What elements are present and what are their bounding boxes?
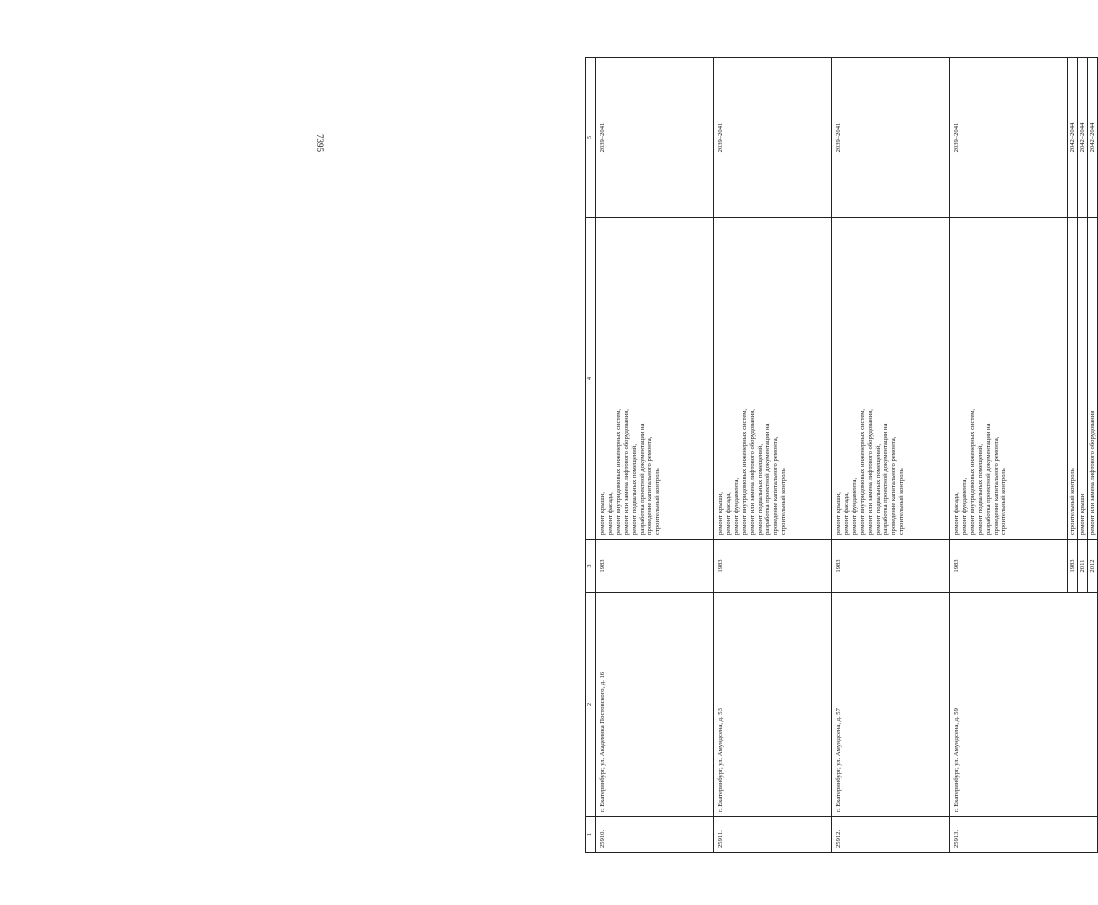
work-item: ремонт фундамента, (850, 477, 858, 535)
table-row (950, 58, 1068, 853)
row-works (950, 218, 1068, 540)
work-item: ремонт подвальных помещений, (630, 444, 638, 535)
row-works (832, 218, 950, 540)
row-period: 2039–2041 (714, 58, 832, 218)
row-year: 1983 (950, 540, 1068, 593)
row-year: 1983 (832, 540, 950, 593)
work-item: ремонт или замена лифтового оборудования, (866, 409, 874, 535)
work-item: проведение капитального ремонта, (646, 436, 654, 535)
document-table-rotated (585, 58, 1096, 853)
col-header-2: 2 (586, 593, 596, 817)
page-number: 7395 (315, 134, 325, 152)
sub-row-period: 2042–2044 (1068, 58, 1078, 218)
work-item: строительный контроль (654, 468, 662, 535)
row-address: г. Екатеринбург, ул. Амундсена, д. 57 (832, 593, 950, 817)
capital-repair-table (585, 57, 1098, 853)
work-item: строительный контроль (1000, 468, 1008, 535)
row-number: 25913. (950, 817, 1098, 853)
table-row (596, 58, 714, 853)
work-item: строительный контроль (898, 468, 906, 535)
sub-row-year: 2012 (1088, 540, 1098, 593)
work-item: разработка проектной документации на (764, 423, 772, 535)
work-item: ремонт крыши, (835, 492, 842, 535)
col-header-1: 1 (586, 817, 596, 853)
column-number-row (586, 58, 596, 853)
work-item: проведение капитального ремонта, (890, 436, 898, 535)
sub-row-year: 2011 (1078, 540, 1088, 593)
row-address: г. Екатеринбург, ул. Амундсена, д. 59 (950, 593, 1098, 817)
work-item: ремонт или замена лифтового оборудования, (748, 409, 756, 535)
work-item: ремонт фасада, (842, 492, 850, 535)
sub-row-period: 2042–2044 (1088, 58, 1098, 218)
row-address: г. Екатеринбург, ул. Академика Постовского, д. 16 (596, 593, 714, 817)
row-period: 2039–2041 (832, 58, 950, 218)
sub-row-period: 2042–2044 (1078, 58, 1088, 218)
work-item: ремонт фундамента, (732, 477, 740, 535)
row-works (596, 218, 714, 540)
sub-row-year: 1983 (1068, 540, 1078, 593)
row-year: 1983 (714, 540, 832, 593)
work-item: ремонт крыши, (717, 492, 724, 535)
work-item: ремонт подвальных помещений, (756, 444, 764, 535)
row-year: 1983 (596, 540, 714, 593)
sub-row-work: строительный контроль (1068, 218, 1078, 540)
work-item: ремонт или замена лифтового оборудования, (622, 409, 630, 535)
work-item: ремонт подвальных помещений, (874, 444, 882, 535)
work-item: ремонт внутридомовых инженерных систем, (968, 408, 976, 535)
row-period: 2039–2041 (596, 58, 714, 218)
work-item: ремонт фасада, (606, 492, 614, 535)
row-number: 25912. (832, 817, 950, 853)
work-item: разработка проектной документации на (984, 423, 992, 535)
sub-row-work: ремонт или замена лифтового оборудования (1088, 218, 1098, 540)
table-row (832, 58, 950, 853)
work-item: проведение капитального ремонта, (992, 436, 1000, 535)
work-item: проведение капитального ремонта, (772, 436, 780, 535)
work-item: ремонт внутридомовых инженерных систем, (740, 408, 748, 535)
work-item: ремонт фасада, (724, 492, 732, 535)
row-period: 2039–2041 (950, 58, 1068, 218)
work-item: ремонт крыши, (599, 492, 606, 535)
work-item: ремонт внутридомовых инженерных систем, (614, 408, 622, 535)
table-row (714, 58, 832, 853)
sub-row-work: ремонт крыши (1078, 218, 1088, 540)
row-number: 25910. (596, 817, 714, 853)
work-item: ремонт фасада, (953, 492, 960, 535)
col-header-3: 3 (586, 540, 596, 593)
row-number: 25911. (714, 817, 832, 853)
row-works (714, 218, 832, 540)
work-item: ремонт внутридомовых инженерных систем, (858, 408, 866, 535)
work-item: разработка проектной документации на (882, 423, 890, 535)
work-item: строительный контроль (780, 468, 788, 535)
work-item: ремонт фундамента, (960, 477, 968, 535)
col-header-5: 5 (586, 58, 596, 218)
work-item: ремонт подвальных помещений, (976, 444, 984, 535)
col-header-4: 4 (586, 218, 596, 540)
work-item: разработка проектной документации на (638, 423, 646, 535)
row-address: г. Екатеринбург, ул. Амундсена, д. 53 (714, 593, 832, 817)
